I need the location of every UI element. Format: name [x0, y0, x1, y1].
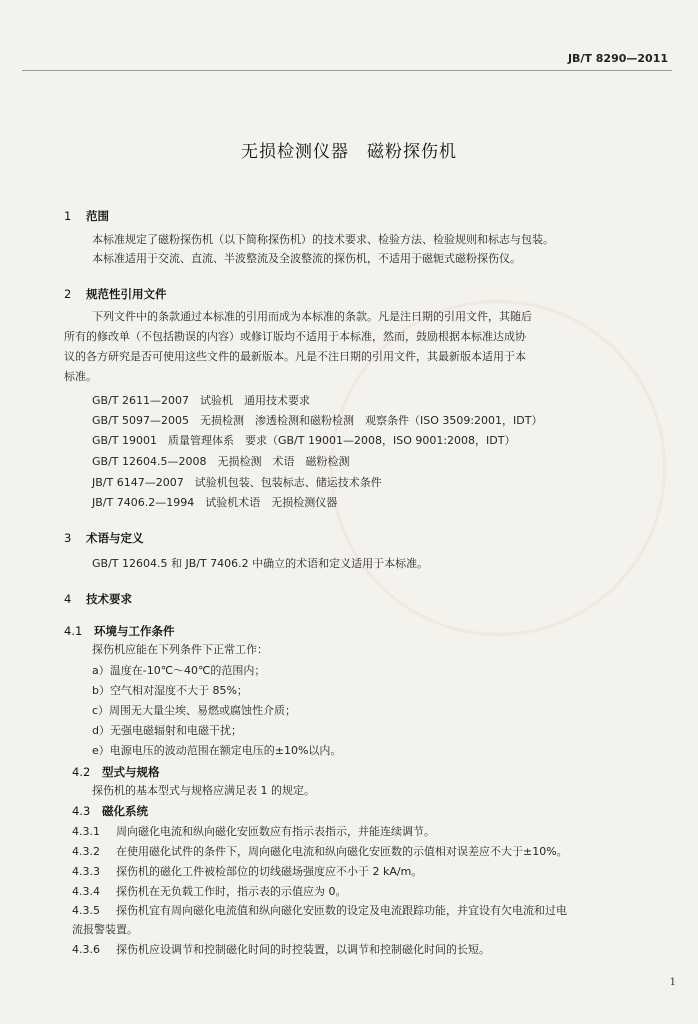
reference-item: GB/T 12604.5—2008 无损检测 术语 磁粉检测: [92, 455, 350, 468]
section-2-paragraph-line: 议的各方研究是否可使用这些文件的最新版本。凡是不注日期的引用文件，其最新版本适用于本: [64, 350, 526, 363]
section-1-heading: 1 范围: [64, 209, 109, 223]
section-4-2-heading: 4.2 型式与规格: [72, 765, 160, 779]
section-2-paragraph-line: 所有的修改单（不包括勘误的内容）或修订版均不适用于本标准，然而，鼓励根据本标准达成协: [64, 330, 526, 343]
page-number: 1: [669, 977, 676, 988]
condition-item: d）无强电磁辐射和电磁干扰；: [92, 724, 242, 737]
clause-4-3-4: 4.3.4 探伤机在无负载工作时，指示表的示值应为 0。: [72, 885, 347, 898]
header-divider: [22, 70, 672, 71]
section-1-paragraph-2: 本标准适用于交流、直流、半波整流及全波整流的探伤机，不适用于磁轭式磁粉探伤仪。: [92, 252, 521, 265]
section-3-paragraph: GB/T 12604.5 和 JB/T 7406.2 中确立的术语和定义适用于本标准。: [92, 557, 429, 570]
clause-4-3-3: 4.3.3 探伤机的磁化工件被检部位的切线磁场强度应不小于 2 kA/m。: [72, 865, 423, 878]
section-2-heading: 2 规范性引用文件: [64, 287, 167, 301]
reference-item: GB/T 5097—2005 无损检测 渗透检测和磁粉检测 观察条件（ISO 3509:2001，IDT）: [92, 414, 543, 427]
section-4-1-intro: 探伤机应能在下列条件下正常工作：: [92, 643, 268, 656]
standard-number: JB/T 8290—2011: [567, 52, 668, 65]
clause-4-3-5: 4.3.5 探伤机宜有周向磁化电流值和纵向磁化安匝数的设定及电流跟踪功能，并宜设有欠电流和过电: [72, 904, 567, 917]
clause-4-3-5-continuation: 流报警装置。: [72, 923, 138, 936]
title-part-1: 无损检测仪器: [241, 142, 349, 162]
clause-4-3-1: 4.3.1 周向磁化电流和纵向磁化安匝数应有指示表指示，并能连续调节。: [72, 825, 435, 838]
section-4-2-paragraph: 探伤机的基本型式与规格应满足表 1 的规定。: [92, 784, 315, 797]
condition-item: a）温度在-10℃～40℃的范围内；: [92, 664, 266, 677]
title-part-2: 磁粉探伤机: [367, 142, 457, 162]
reference-item: GB/T 19001 质量管理体系 要求（GB/T 19001—2008，ISO 9001:2008，IDT）: [92, 434, 516, 447]
section-2-paragraph-line: 标准。: [64, 370, 97, 383]
clause-4-3-6: 4.3.6 探伤机应设调节和控制磁化时间的时控装置，以调节和控制磁化时间的长短。: [72, 943, 490, 956]
section-2-paragraph-line: 下列文件中的条款通过本标准的引用而成为本标准的条款。凡是注日期的引用文件，其随后: [92, 310, 532, 323]
document-title: [0, 137, 698, 162]
condition-item: b）空气相对湿度不大于 85%；: [92, 684, 248, 697]
section-4-heading: 4 技术要求: [64, 592, 132, 606]
section-4-3-heading: 4.3 磁化系统: [72, 804, 148, 818]
reference-item: GB/T 2611—2007 试验机 通用技术要求: [92, 394, 310, 407]
condition-item: e）电源电压的波动范围在额定电压的±10%以内。: [92, 744, 342, 757]
reference-item: JB/T 6147—2007 试验机包装、包装标志、储运技术条件: [92, 476, 382, 489]
section-4-1-heading: 4.1 环境与工作条件: [64, 624, 175, 638]
reference-item: JB/T 7406.2—1994 试验机术语 无损检测仪器: [92, 496, 338, 509]
section-3-heading: 3 术语与定义: [64, 531, 144, 545]
condition-item: c）周围无大量尘埃、易燃或腐蚀性介质；: [92, 704, 297, 717]
clause-4-3-2: 4.3.2 在使用磁化试件的条件下，周向磁化电流和纵向磁化安匝数的示值相对误差应不大于±10%。: [72, 845, 568, 858]
section-1-paragraph-1: 本标准规定了磁粉探伤机（以下简称探伤机）的技术要求、检验方法、检验规则和标志与包装。: [92, 233, 554, 246]
